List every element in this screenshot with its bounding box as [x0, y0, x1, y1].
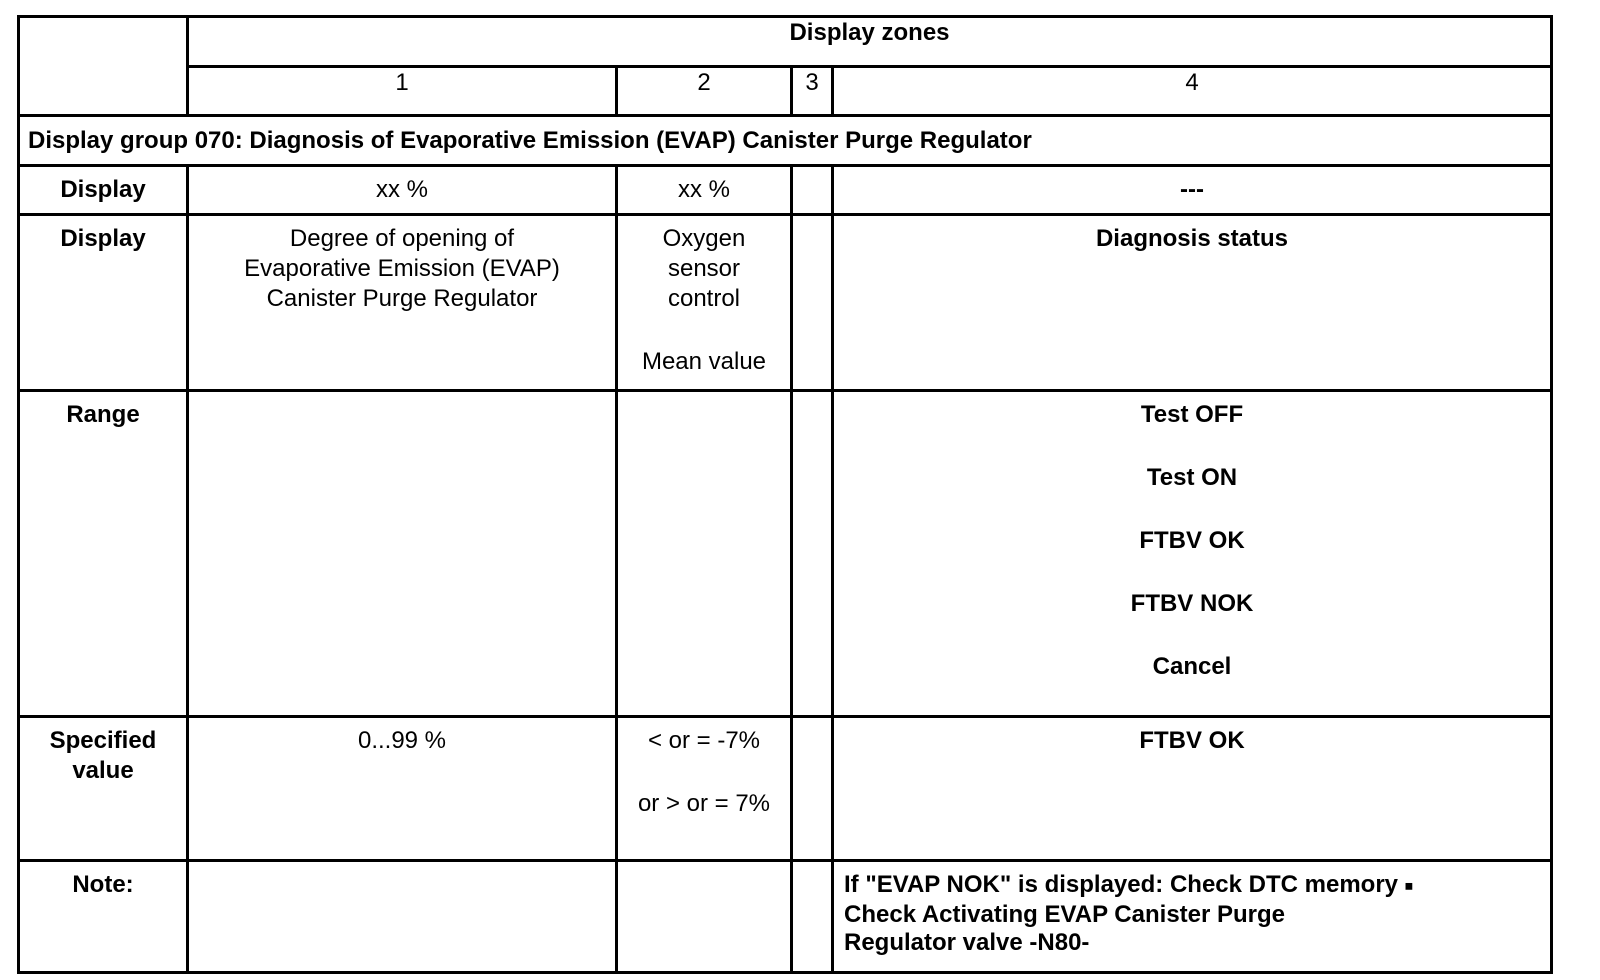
note-zone4 [833, 861, 1552, 973]
specified-zone1: 0...99 % [188, 717, 617, 861]
display-zones-heading: Display zones [188, 17, 1552, 67]
zone1-description [188, 215, 617, 391]
zone4-diagnosis-status: Diagnosis status [833, 215, 1552, 391]
range-zone2 [617, 391, 792, 717]
display-group-title: Display group 070: Diagnosis of Evaporative Emission (EVAP) Canister Purge Regulator [19, 116, 1552, 166]
spacer [618, 756, 790, 789]
display-description-row [19, 215, 1552, 391]
specified-label-line: value [72, 757, 134, 784]
range-zone1 [188, 391, 617, 717]
zone-3-heading: 3 [792, 67, 833, 116]
range-row [19, 391, 1552, 717]
zone2-description-line: control [667, 285, 741, 312]
specified-value-row [19, 717, 1552, 861]
note-line-1 [844, 870, 1550, 901]
zone2-description-line: sensor [667, 255, 741, 282]
zone1-description-line: Evaporative Emission (EVAP) [244, 255, 560, 282]
zone-1-heading: 1 [188, 67, 617, 116]
zone1-description-line: Degree of opening of [289, 225, 515, 252]
display-zone4-value: --- [833, 166, 1552, 215]
spacer [618, 314, 790, 347]
zone-4-heading: 4 [833, 67, 1552, 116]
display-group-table [17, 15, 1553, 974]
zone2-description-line: Oxygen [662, 225, 746, 252]
group-title-row [19, 116, 1552, 166]
specified-label-line: Specified [49, 727, 157, 754]
display-zone1-value: xx % [188, 166, 617, 215]
row-label-specified-value [19, 717, 188, 861]
row-label-display: Display [19, 166, 188, 215]
row-label-display-desc: Display [19, 215, 188, 391]
specified-zone2 [617, 717, 792, 861]
zone3-description [792, 215, 833, 391]
note-zone2 [617, 861, 792, 973]
header-row-zones [19, 17, 1552, 67]
range-zone3 [792, 391, 833, 717]
range-item: FTBV OK [1139, 527, 1245, 554]
specified-zone2-line: or > or = 7% [637, 790, 771, 817]
zone1-description-line: Canister Purge Regulator [266, 285, 538, 312]
note-zone3 [792, 861, 833, 973]
display-value-row [19, 166, 1552, 215]
header-corner-cell [19, 17, 188, 116]
note-line-3: Regulator valve -N80- [844, 928, 1090, 956]
specified-zone4: FTBV OK [833, 717, 1552, 861]
zone-2-heading: 2 [617, 67, 792, 116]
row-label-range: Range [19, 391, 188, 717]
display-zone2-value: xx % [617, 166, 792, 215]
header-row-zone-numbers [19, 67, 1552, 116]
specified-zone3 [792, 717, 833, 861]
zone2-description [617, 215, 792, 391]
range-zone4 [833, 391, 1552, 717]
range-item: Test OFF [1140, 401, 1244, 428]
zone2-mean-value: Mean value [641, 348, 767, 375]
range-item: Cancel [1152, 653, 1232, 680]
note-row [19, 861, 1552, 973]
specified-zone2-line: < or = -7% [647, 727, 761, 754]
row-label-note: Note: [19, 861, 188, 973]
range-item: FTBV NOK [1130, 590, 1254, 617]
range-item: Test ON [1146, 464, 1238, 491]
note-zone1 [188, 861, 617, 973]
note-text: If "EVAP NOK" is displayed: Check DTC memory [844, 871, 1399, 898]
note-line-2: Check Activating EVAP Canister Purge [844, 900, 1286, 928]
bullet-icon: ■ [1404, 877, 1414, 894]
display-zone3-value [792, 166, 833, 215]
